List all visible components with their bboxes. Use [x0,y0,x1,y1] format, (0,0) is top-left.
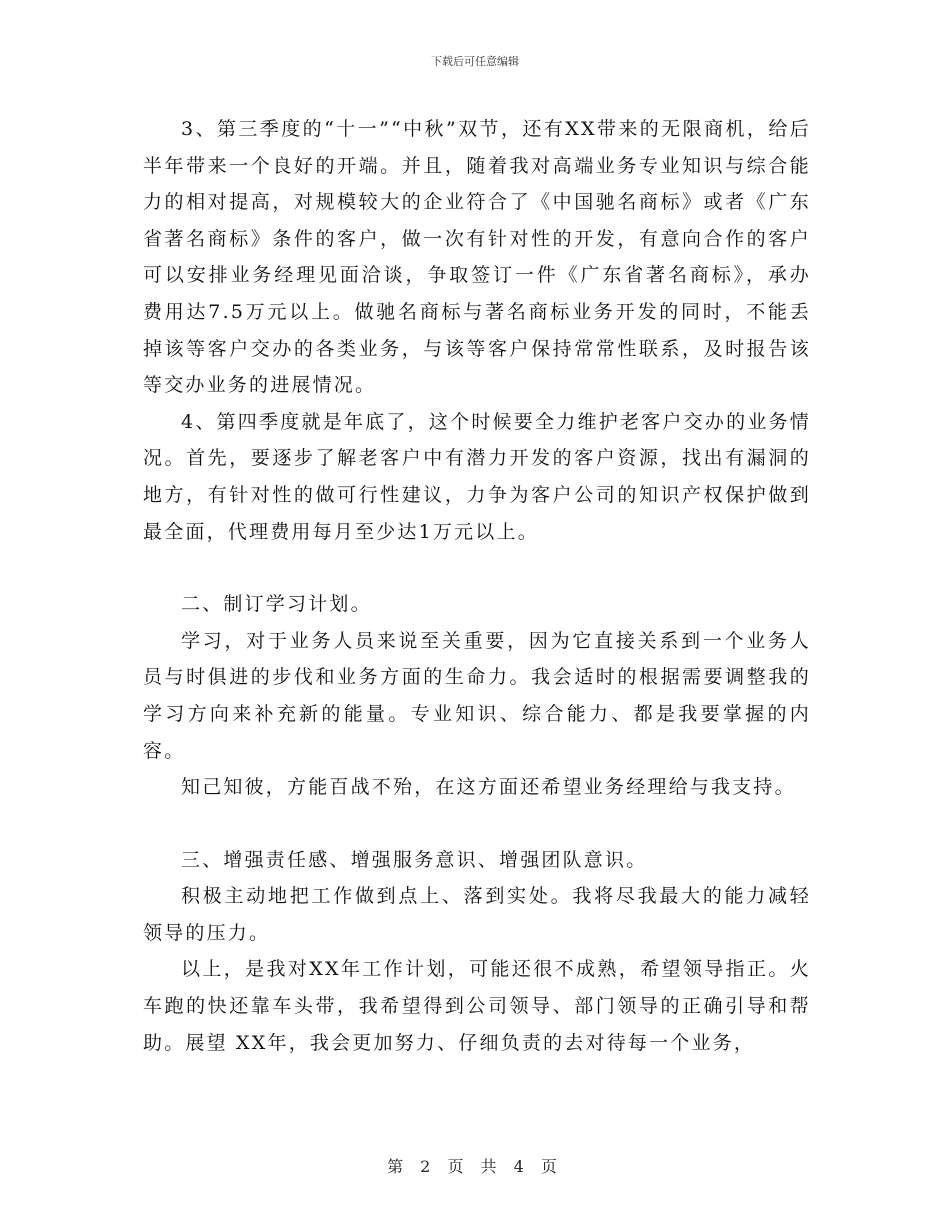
section-heading-study-plan: 二、制订学习计划。 [181,593,372,616]
paragraph-q3: 3、第三季度的“十一”“中秋”双节，还有XX带来的无限商机，给后半年带来一个良好的开端。并且，随着我对高端业务专业知识与综合能力的相对提高，对规模较大的企业符合了《中国驰名商标》或者《广东省著名商标》条件的客户，做一次有针对性的开发，有意向合作的客户可以安排业务经理见面洽谈，争取签订一件《广东省著名商标》，承办费用达7.5万元以上。做驰名商标与著名商标业务开发的同时，不能丢掉该等客户交办的各类业务，与该等客户保持常常性联系，及时报告该等交办业务的进展情况。 [143,118,811,397]
section-heading-responsibility: 三、增强责任感、增强服务意识、增强团队意识。 [181,848,648,871]
paragraph-conclusion: 以上，是我对XX年工作计划，可能还很不成熟，希望领导指正。火车跑的快还靠车头带，我希望得到公司领导、部门领导的正确引导和帮助。展望 XX年，我会更加努力、仔细负责的去对待每一个业务， [143,958,811,1054]
document-body [143,111,811,1061]
page-number-footer: 第 2 页 共 4 页 [387,1157,563,1176]
paragraph-study: 学习，对于业务人员来说至关重要，因为它直接关系到一个业务人员与时俱进的步伐和业务方面的生命力。我会适时的根据需要调整我的学习方向来补充新的能量。专业知识、综合能力、都是我要掌握的内容。 [143,629,811,762]
spacer [143,550,811,586]
spacer [143,806,811,842]
paragraph-know-yourself: 知己知彼，方能百战不殆，在这方面还希望业务经理给与我支持。 [181,776,796,799]
paragraph-proactive: 积极主动地把工作做到点上、落到实处。我将尽我最大的能力减轻领导的压力。 [143,885,811,944]
page-header: 下载后可任意编辑 [431,55,519,68]
paragraph-q4: 4、第四季度就是年底了，这个时候要全力维护老客户交办的业务情况。首先，要逐步了解老客户中有潜力开发的客户资源，找出有漏洞的地方，有针对性的做可行性建议，力争为客户公司的知识产权保护做到最全面，代理费用每月至少达1万元以上。 [143,410,811,543]
